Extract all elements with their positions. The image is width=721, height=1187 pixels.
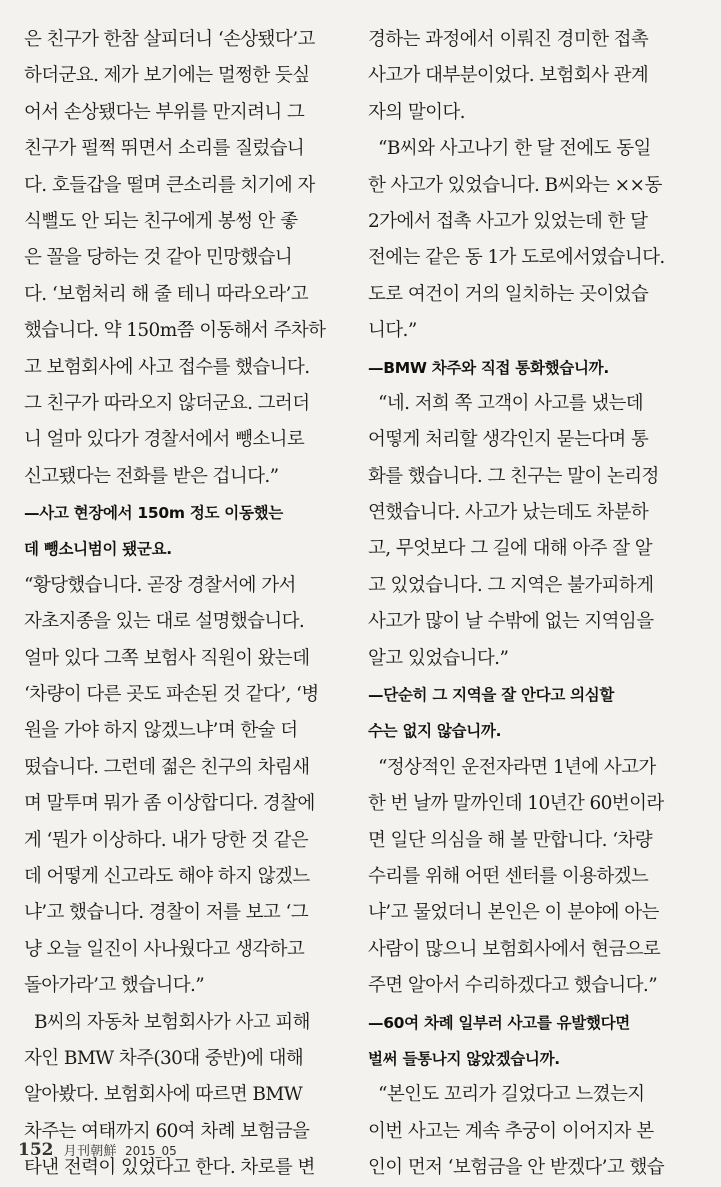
text-line: 돌아가라’고 했습니다.” <box>24 975 205 997</box>
text-line: 사람이 많으니 보험회사에서 현금으로 <box>368 938 661 960</box>
text-line: 어서 손상됐다는 부위를 만지려니 그 <box>24 101 305 123</box>
text-line: 면 일단 의심을 해 볼 만합니다. ‘차량 <box>368 829 653 851</box>
interview-question-line: 벌써 들통나지 않았겠습니까. <box>368 1049 560 1068</box>
text-line: 냥 오늘 일진이 사나웠다고 생각하고 <box>24 938 305 960</box>
interview-question-line: —단순히 그 지역을 잘 안다고 의심할 <box>368 686 615 705</box>
text-line: 다. ‘보험처리 해 줄 테니 따라오라’고 <box>24 283 309 305</box>
text-line: 했습니다. 약 150m쯤 이동해서 주차하 <box>24 320 326 342</box>
text-line: 데 어떻게 신고라도 해야 하지 않겠느 <box>24 865 310 887</box>
text-line: 원을 가야 하지 않겠느냐’며 한술 더 <box>24 720 298 742</box>
text-line: 니 얼마 있다가 경찰서에서 뺑소니로 <box>24 429 305 451</box>
text-line: 차주는 여태까지 60여 차례 보험금을 <box>24 1120 310 1142</box>
text-line: 알아봤다. 보험회사에 따르면 BMW <box>24 1084 303 1106</box>
text-line: 다. 호들갑을 떨며 큰소리를 치기에 자 <box>24 174 315 196</box>
text-line: 고, 무엇보다 그 길에 대해 아주 잘 알 <box>368 538 653 560</box>
page-footer <box>18 1140 177 1160</box>
interview-question-line: 수는 없지 않습니까. <box>368 722 502 741</box>
text-line: 어떻게 처리할 생각인지 묻는다며 통 <box>368 429 649 451</box>
text-line: 얼마 있다 그쪽 보험사 직원이 왔는데 <box>24 647 310 669</box>
text-line: “B씨와 사고나기 한 달 전에도 동일 <box>378 138 651 160</box>
text-line: 사고가 많이 날 수밖에 없는 지역임을 <box>368 611 654 633</box>
text-line: ‘차량이 다른 곳도 파손된 것 같다’, ‘병 <box>24 684 319 706</box>
text-line: 고 보험회사에 사고 접수를 했습니다. <box>24 356 310 378</box>
text-line: 며 말투며 뭐가 좀 이상합디다. 경찰에 <box>24 793 315 815</box>
text-line: 2가에서 접촉 사고가 있었는데 한 달 <box>368 210 648 232</box>
text-line: 자인 BMW 차주(30대 중반)에 대해 <box>24 1047 304 1069</box>
text-line: “네. 저희 쪽 고객이 사고를 냈는데 <box>378 392 644 414</box>
text-line: 은 꼴을 당하는 것 같아 민망했습니 <box>24 247 293 269</box>
text-line: 수리를 위해 어떤 센터를 이용하겠느 <box>368 865 649 887</box>
text-line: 인이 먼저 ‘보험금을 안 받겠다’고 했습 <box>368 1157 665 1179</box>
column-gutter <box>354 18 355 1128</box>
text-line: B씨의 자동차 보험회사가 사고 피해 <box>34 1011 310 1033</box>
text-line: 도로 여건이 거의 일치하는 곳이었습 <box>368 283 649 305</box>
text-line: 사고가 대부분이었다. 보험회사 관계 <box>368 65 649 87</box>
text-line: 그 친구가 따라오지 않더군요. 그러더 <box>24 392 310 414</box>
interview-question-line: —사고 현장에서 150m 정도 이동했는 <box>24 504 283 523</box>
text-line: “정상적인 운전자라면 1년에 사고가 <box>378 756 656 778</box>
text-line: 경하는 과정에서 이뤄진 경미한 접촉 <box>368 29 649 50</box>
text-line: 자의 말이다. <box>368 101 465 123</box>
magazine-name: 月刊朝鮮 <box>63 1144 117 1159</box>
page-number: 152 <box>18 1140 54 1160</box>
text-line: 식뻘도 안 되는 친구에게 봉썽 안 좋 <box>24 210 298 232</box>
text-line: 친구가 펄쩍 뛰면서 소리를 질렀습니 <box>24 138 305 160</box>
text-line: 한 번 날까 말까인데 10년간 60번이라 <box>368 793 664 815</box>
interview-question-line: 데 뺑소니범이 됐군요. <box>24 540 172 559</box>
interview-question-line: —60여 차례 일부러 사고를 유발했다면 <box>368 1013 630 1032</box>
text-line: 타낸 전력이 있었다고 한다. 차로를 변 <box>24 1157 315 1179</box>
text-line: 고 있었습니다. 그 지역은 불가피하게 <box>368 574 654 596</box>
text-line: 게 ‘뭔가 이상하다. 내가 당한 것 같은 <box>24 829 309 851</box>
text-line: 냐’고 물었더니 본인은 이 분야에 아는 <box>368 902 659 924</box>
left-text-column <box>24 22 346 1187</box>
text-line: 냐’고 했습니다. 경찰이 저를 보고 ‘그 <box>24 902 309 924</box>
text-line: 신고됐다는 전화를 받은 겁니다.” <box>24 465 279 487</box>
issue-date: 2015_05 <box>124 1144 177 1158</box>
text-line: 떴습니다. 그런데 젊은 친구의 차림새 <box>24 756 310 778</box>
text-line: 주면 알아서 수리하겠다고 했습니다.” <box>368 975 658 997</box>
text-line: 하더군요. 제가 보기에는 멀쩡한 듯싶 <box>24 65 310 87</box>
text-line: “황당했습니다. 곧장 경찰서에 가서 <box>24 574 296 596</box>
text-line: 이번 사고는 계속 추궁이 이어지자 본 <box>368 1120 654 1142</box>
text-line: 자초지종을 있는 대로 설명했습니다. <box>24 611 305 633</box>
text-line: 은 친구가 한참 살피더니 ‘손상됐다’고 <box>24 29 315 50</box>
text-line: 한 사고가 있었습니다. B씨와는 ××동 <box>368 174 662 196</box>
text-line: 화를 했습니다. 그 친구는 말이 논리정 <box>368 465 659 487</box>
text-line: “본인도 꼬리가 길었다고 느꼈는지 <box>378 1084 645 1106</box>
right-text-column <box>368 22 690 1187</box>
text-line: 연했습니다. 사고가 났는데도 차분하 <box>368 502 649 524</box>
text-line: 알고 있었습니다.” <box>368 647 509 669</box>
interview-question-line: —BMW 차주와 직접 통화했습니까. <box>368 358 609 377</box>
text-line: 전에는 같은 동 1가 도로에서였습니다. <box>368 247 665 269</box>
text-line: 니다.” <box>368 320 417 342</box>
